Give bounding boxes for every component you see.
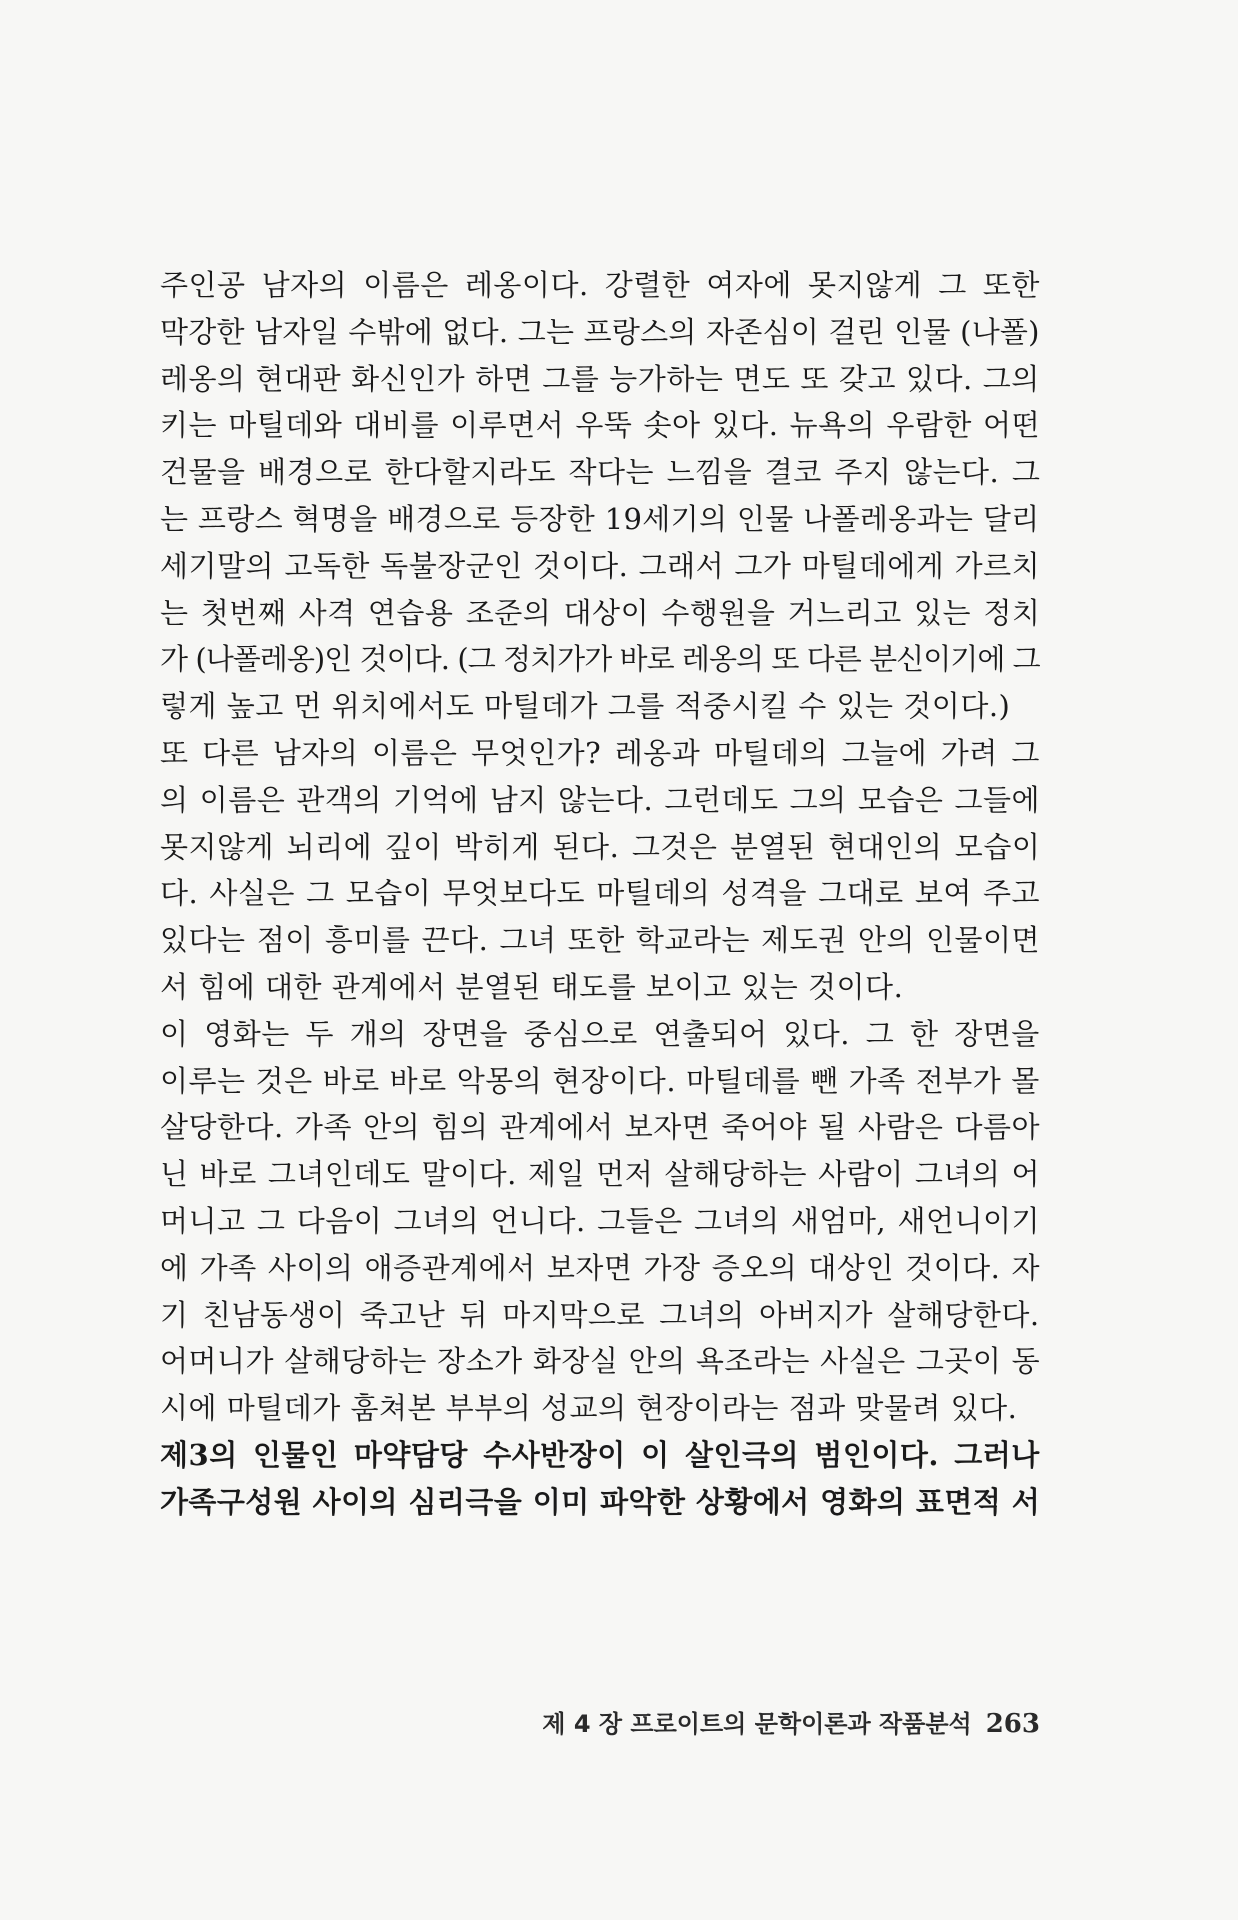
text-line: 머니고 그 다음이 그녀의 언니다. 그들은 그녀의 새엄마, 새언니이기 xyxy=(160,1203,1041,1238)
text-line: 살당한다. 가족 안의 힘의 관계에서 보자면 죽어야 될 사람은 다름아 xyxy=(160,1110,1041,1145)
text-line: 주인공 남자의 이름은 레옹이다. 강렬한 여자에 못지않게 그 또한 xyxy=(160,268,1040,302)
body-text xyxy=(160,262,1040,1526)
text-line: 는 프랑스 혁명을 배경으로 등장한 19세기의 인물 나폴레옹과는 달리 xyxy=(160,501,1040,536)
running-footer xyxy=(520,1704,1040,1739)
paragraph xyxy=(160,262,1040,730)
text-line: 있다는 점이 흥미를 끈다. 그녀 또한 학교라는 제도권 안의 인물이면 xyxy=(160,923,1041,958)
text-line: 다. 사실은 그 모습이 무엇보다도 마틸데의 성격을 그대로 보여 주고 xyxy=(160,876,1041,911)
text-line: 막강한 남자일 수밖에 없다. 그는 프랑스의 자존심이 걸린 인물 (나폴) xyxy=(160,314,1040,349)
text-line: 는 첫번째 사격 연습용 조준의 대상이 수행원을 거느리고 있는 정치 xyxy=(160,595,1041,630)
chapter-title: 제 4 장 프로이트의 문학이론과 작품분석 xyxy=(542,1710,972,1738)
paragraph xyxy=(160,1432,1040,1526)
text-line: 가 (나폴레옹)인 것이다. (그 정치가가 바로 레옹의 또 다른 분신이기에 그 xyxy=(160,642,1040,677)
text-line: 레옹의 현대판 화신인가 하면 그를 능가하는 면도 또 갖고 있다. 그의 xyxy=(160,361,1040,396)
text-line: 어머니가 살해당하는 장소가 화장실 안의 욕조라는 사실은 그곳이 동 xyxy=(160,1344,1041,1379)
text-line: 에 가족 사이의 애증관계에서 보자면 가장 증오의 대상인 것이다. 자 xyxy=(160,1250,1041,1285)
text-line: 기 친남동생이 죽고난 뒤 마지막으로 그녀의 아버지가 살해당한다. xyxy=(160,1297,1040,1332)
page-number: 263 xyxy=(985,1709,1040,1739)
text-line: 렇게 높고 먼 위치에서도 마틸데가 그를 적중시킬 수 있는 것이다.) xyxy=(160,689,1011,724)
text-line: 의 이름은 관객의 기억에 남지 않는다. 그런데도 그의 모습은 그들에 xyxy=(160,782,1041,817)
text-line: 세기말의 고독한 독불장군인 것이다. 그래서 그가 마틸데에게 가르치 xyxy=(160,548,1041,583)
text-line: 서 힘에 대한 관계에서 분열된 태도를 보이고 있는 것이다. xyxy=(160,969,904,1004)
text-line: 이 영화는 두 개의 장면을 중심으로 연출되어 있다. 그 한 장면을 xyxy=(160,1016,1040,1051)
text-line: 닌 바로 그녀인데도 말이다. 제일 먼저 살해당하는 사람이 그녀의 어 xyxy=(160,1157,1041,1192)
text-line: 시에 마틸데가 훔쳐본 부부의 성교의 현장이라는 점과 맞물려 있다. xyxy=(160,1391,1018,1426)
text-line: 가족구성원 사이의 심리극을 이미 파악한 상황에서 영화의 표면적 서 xyxy=(160,1484,1041,1519)
text-line: 키는 마틸데와 대비를 이루면서 우뚝 솟아 있다. 뉴욕의 우람한 어떤 xyxy=(160,408,1041,443)
paragraph xyxy=(160,730,1040,1011)
text-line: 못지않게 뇌리에 깊이 박히게 된다. 그것은 분열된 현대인의 모습이 xyxy=(160,829,1041,864)
text-line: 또 다른 남자의 이름은 무엇인가? 레옹과 마틸데의 그늘에 가려 그 xyxy=(160,735,1040,770)
text-line: 이루는 것은 바로 바로 악몽의 현장이다. 마틸데를 뺀 가족 전부가 몰 xyxy=(160,1063,1040,1098)
paragraph xyxy=(160,1011,1040,1432)
text-line: 제3의 인물인 마약담당 수사반장이 이 살인극의 범인이다. 그러나 xyxy=(160,1437,1040,1472)
text-line: 건물을 배경으로 한다할지라도 작다는 느낌을 결코 주지 않는다. 그 xyxy=(160,455,1041,490)
